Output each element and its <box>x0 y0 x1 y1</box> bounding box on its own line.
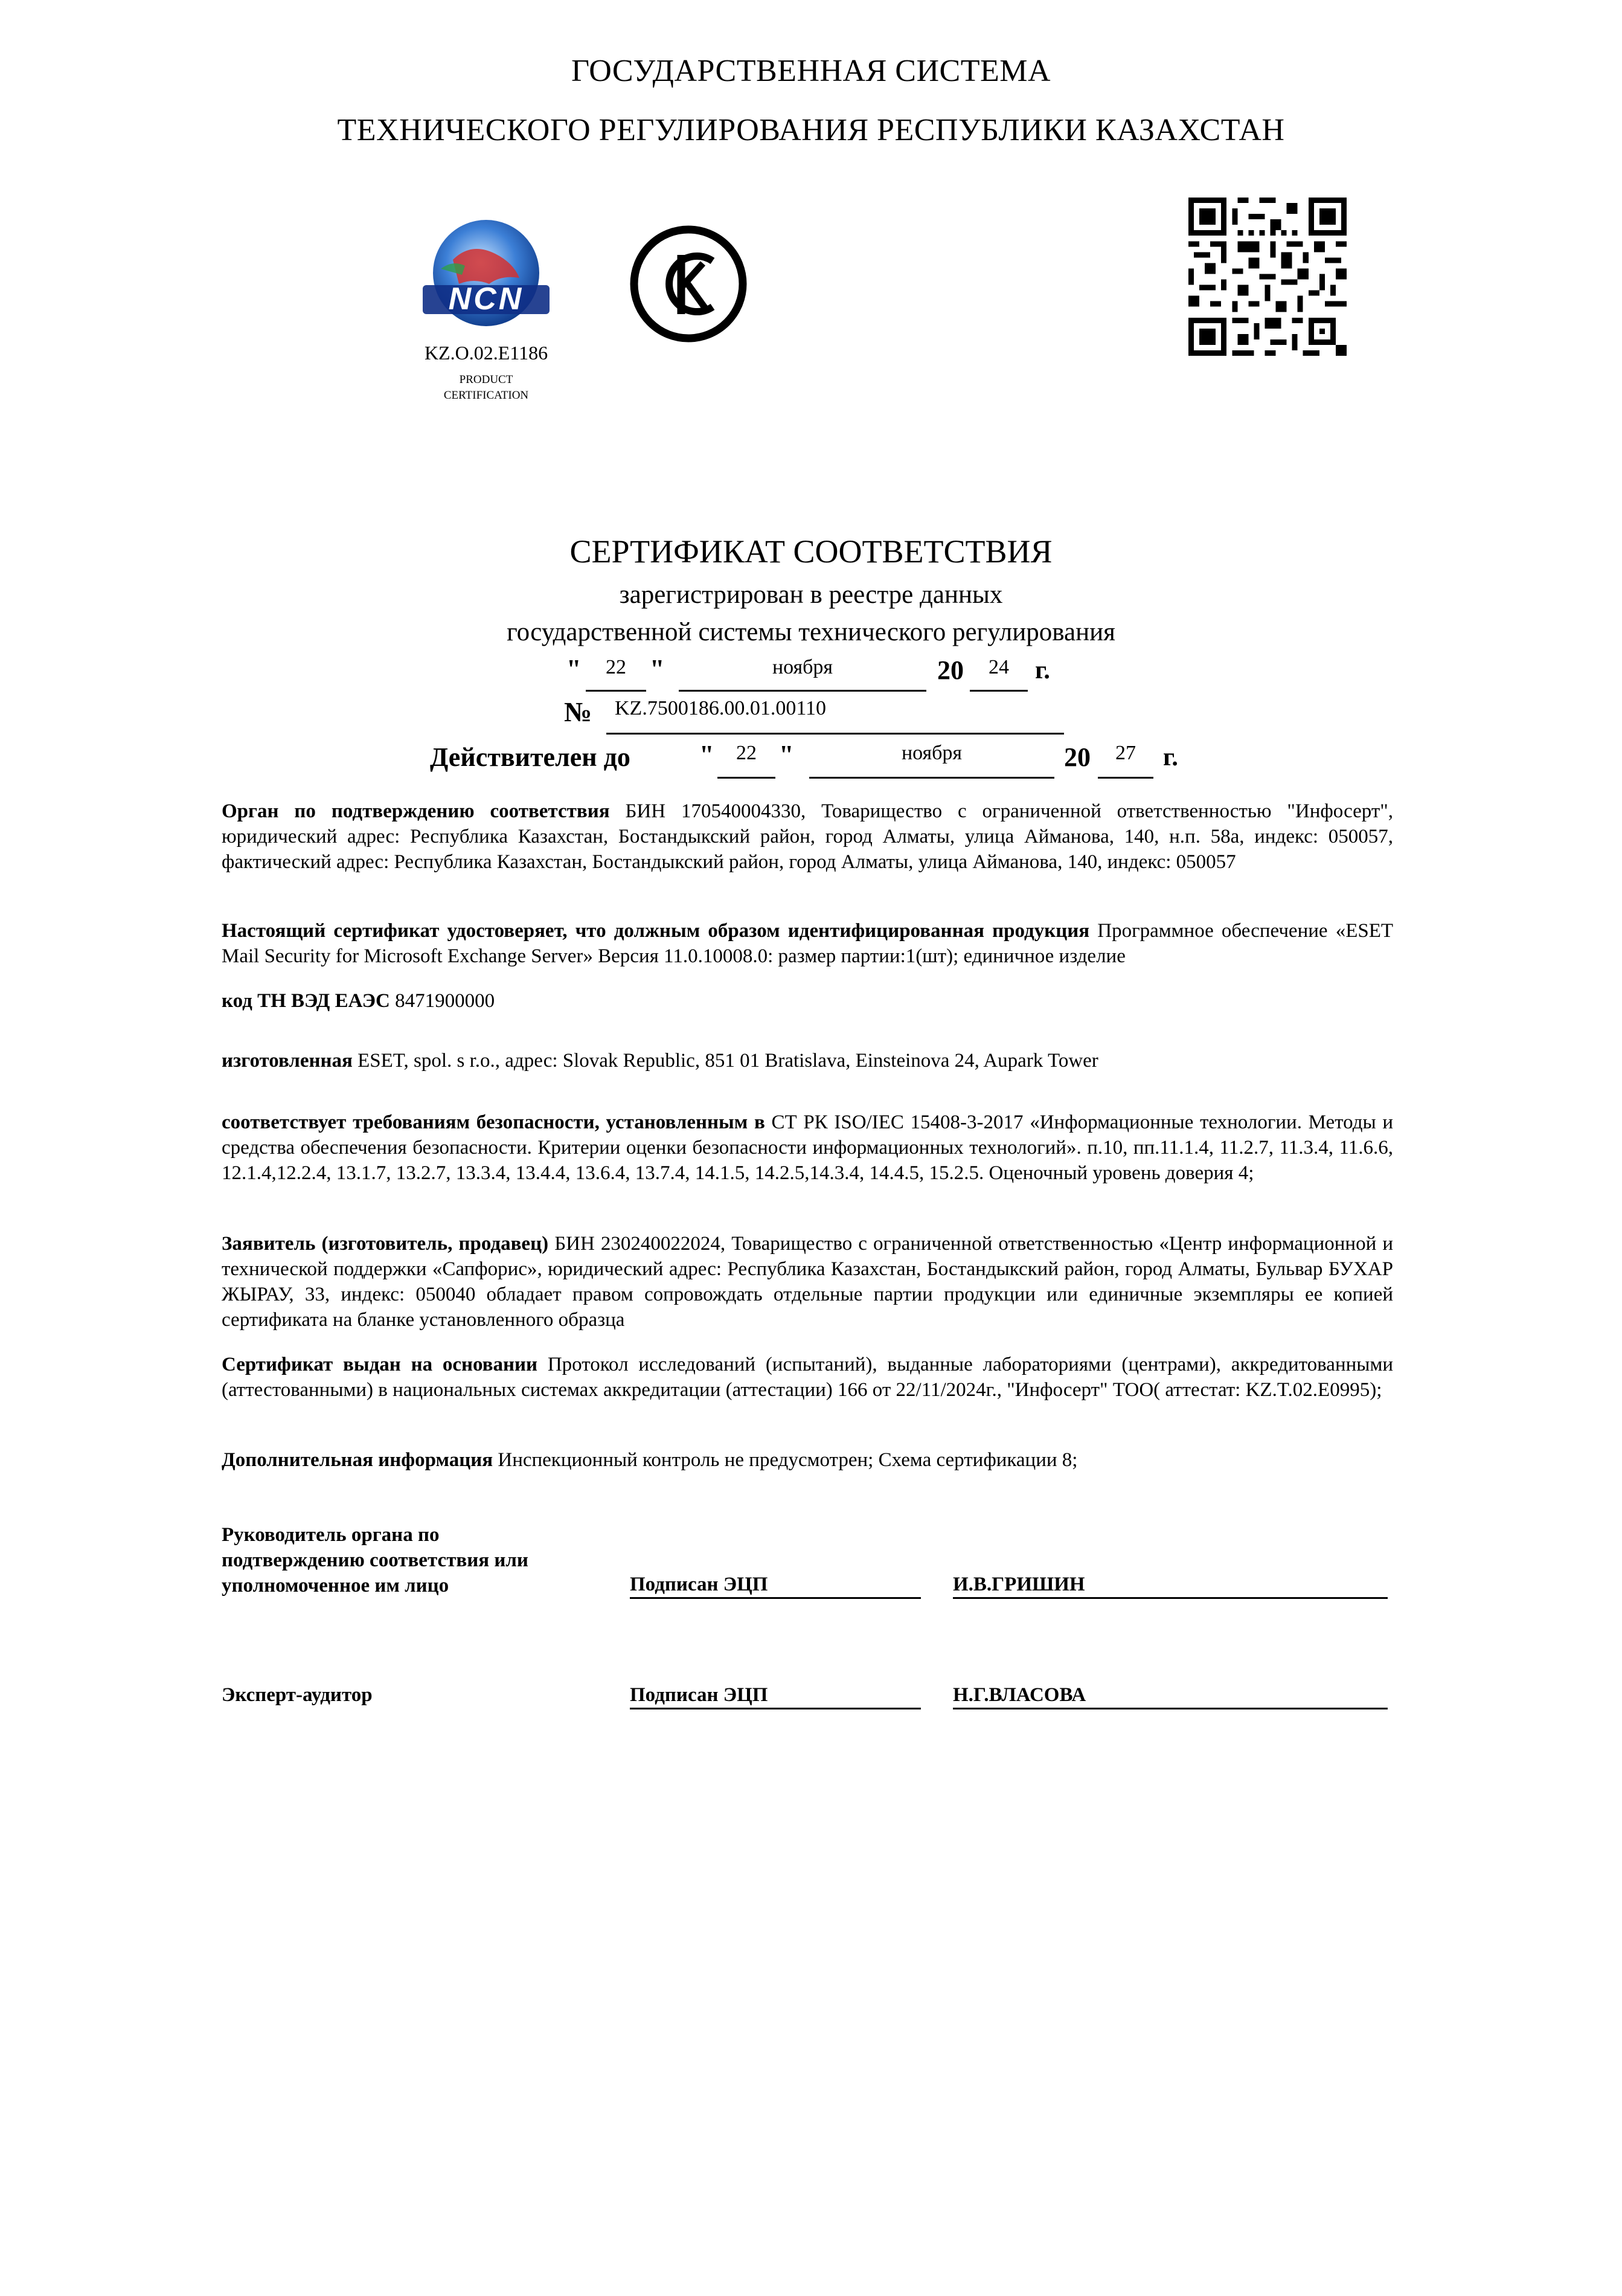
ncn-code: KZ.O.02.E1186 <box>424 342 548 364</box>
expert-name-field <box>953 1682 1388 1709</box>
valid-year: 27 <box>1115 742 1136 764</box>
registered-line-2: государственной системы технического регулирования <box>507 618 1115 646</box>
reg-open-quote: " <box>566 654 582 684</box>
expert-signature-field <box>630 1682 921 1709</box>
reg-month-field <box>679 656 926 692</box>
head-role <box>222 1522 644 1598</box>
reg-month: ноября <box>772 656 833 678</box>
requirements-paragraph <box>222 1110 1393 1186</box>
applicant-paragraph <box>222 1231 1393 1333</box>
valid-year-prefix: 20 <box>1064 742 1091 772</box>
maker-label: изготовленная <box>222 1050 353 1072</box>
certificate-title: СЕРТИФИКАТ СООТВЕТСТВИЯ <box>569 533 1053 570</box>
head-role-line-3: уполномоченное им лицо <box>222 1575 449 1597</box>
expert-name: Н.Г.ВЛАСОВА <box>953 1684 1086 1706</box>
qr-code <box>1188 198 1347 356</box>
basis-text: Протокол исследований (испытаний), выданные лабораториями (центрами), аккредитованными (аттестованными) в национальных системах аккредитации (аттестации) 166 от 22/11/2024г., "Инфосерт" ТОО( аттестат: KZ.T.02.E0995); <box>222 1354 1393 1401</box>
header-line-2: ТЕХНИЧЕСКОГО РЕГУЛИРОВАНИЯ РЕСПУБЛИКИ КАЗАХСТАН <box>337 113 1285 147</box>
product-label: Настоящий сертификат удостоверяет, что должным образом идентифицированная продукция <box>222 920 1090 942</box>
valid-until-label: Действителен до <box>430 742 630 772</box>
applicant-text: БИН 230240022024, Товарищество с ограниченной ответственностью «Центр информационной и технической поддержки «Сапфорис», юридический адрес: Республика Казахстан, Бостандыкский район, город Алматы, Бульвар БУХАР ЖЫРАУ, 33, индекс: 050040 обладает правом сопровождать отдельные партии продукции или единичные экземпляры ее копией сертификата на бланке установленного образца <box>222 1233 1393 1331</box>
extra-info-text: Инспекционный контроль не предусмотрен; Схема сертификации 8; <box>498 1449 1078 1471</box>
certificate-number: KZ.7500186.00.01.00110 <box>615 697 827 719</box>
valid-year-suffix: г. <box>1163 744 1178 771</box>
head-name: И.В.ГРИШИН <box>953 1574 1085 1595</box>
valid-year-field <box>1098 742 1153 779</box>
head-signed: Подписан ЭЦП <box>630 1574 768 1595</box>
registered-line-1: зарегистрирован в реестре данных <box>619 580 1003 609</box>
head-name-field <box>953 1572 1388 1599</box>
basis-label: Сертификат выдан на основании <box>222 1354 538 1375</box>
expert-signed: Подписан ЭЦП <box>630 1684 768 1706</box>
certificate-number-field <box>606 697 1064 735</box>
head-role-line-2: подтверждению соответствия или <box>222 1549 528 1571</box>
ncn-caption-1: PRODUCT <box>459 373 513 386</box>
ncn-caption-2: CERTIFICATION <box>443 389 529 402</box>
ncn-logo-text: NCN <box>448 281 524 317</box>
reg-year-suffix: г. <box>1035 657 1050 684</box>
reg-close-quote: " <box>650 654 665 684</box>
extra-info-label: Дополнительная информация <box>222 1449 493 1471</box>
valid-open-quote: " <box>699 740 714 770</box>
organ-paragraph <box>222 799 1393 875</box>
reg-year-field <box>970 656 1028 692</box>
header-line-1: ГОСУДАРСТВЕННАЯ СИСТЕМА <box>571 54 1051 88</box>
reg-day: 22 <box>606 656 626 678</box>
valid-month-field <box>809 742 1054 779</box>
organ-label: Орган по подтверждению соответствия <box>222 800 610 822</box>
valid-day-field <box>717 742 775 779</box>
code-text: 8471900000 <box>395 990 495 1012</box>
valid-day: 22 <box>736 742 757 764</box>
reg-year: 24 <box>989 656 1009 678</box>
organ-text: БИН 170540004330, Товарищество с ограниченной ответственностью "Инфосерт", юридический адрес: Республика Казахстан, Бостандыкский район, город Алматы, улица Айманова, 140, н.п. 58а, индекс: 050057, фактический адрес: Республика Казахстан, Бостандыкский район, город Алматы, улица Айманова, 140, индекс: 050057 <box>222 800 1394 873</box>
applicant-label: Заявитель (изготовитель, продавец) <box>222 1233 549 1255</box>
kz-conformity-mark <box>628 223 749 344</box>
requirements-text: СТ РК ISO/IEC 15408-3-2017 «Информационные технологии. Методы и средства обеспечения безопасности. Критерии оценки безопасности информационных технологий». п.10, пп.11.1.4, 11.2.7, 11.3.4, 11.6.6, 12.1.4,12.2.4, 13.1.7, 13.2.7, 13.3.4, 13.4.4, 13.6.4, 13.7.4, 14.1.5, 14.2.5,14.3.4, 14.4.5, 15.2.5. Оценочный уровень доверия 4; <box>222 1111 1394 1184</box>
code-paragraph <box>222 988 1393 1014</box>
maker-paragraph <box>222 1048 1393 1073</box>
number-label: № <box>564 696 592 727</box>
product-paragraph <box>222 918 1393 969</box>
requirements-label: соответствует требованиям безопасности, установленным в <box>222 1111 765 1133</box>
head-role-line-1: Руководитель органа по <box>222 1524 440 1546</box>
code-label: код ТН ВЭД ЕАЭС <box>222 990 390 1012</box>
ncn-logo <box>417 217 556 332</box>
reg-day-field <box>586 656 646 692</box>
valid-close-quote: " <box>779 740 794 770</box>
head-signature-field <box>630 1572 921 1599</box>
product-text: Программное обеспечение «ESET Mail Security for Microsoft Exchange Server» Версия 11.0.10008.0: размер партии:1(шт); единичное изделие <box>222 920 1394 967</box>
basis-paragraph <box>222 1352 1393 1403</box>
reg-year-prefix: 20 <box>937 655 964 685</box>
valid-month: ноября <box>901 742 963 764</box>
maker-text: ESET, spol. s r.o., адрес: Slovak Republic, 851 01 Bratislava, Einsteinova 24, Aupark Tower <box>357 1050 1098 1072</box>
extra-info-paragraph <box>222 1447 1393 1473</box>
expert-role: Эксперт-аудитор <box>222 1684 373 1706</box>
